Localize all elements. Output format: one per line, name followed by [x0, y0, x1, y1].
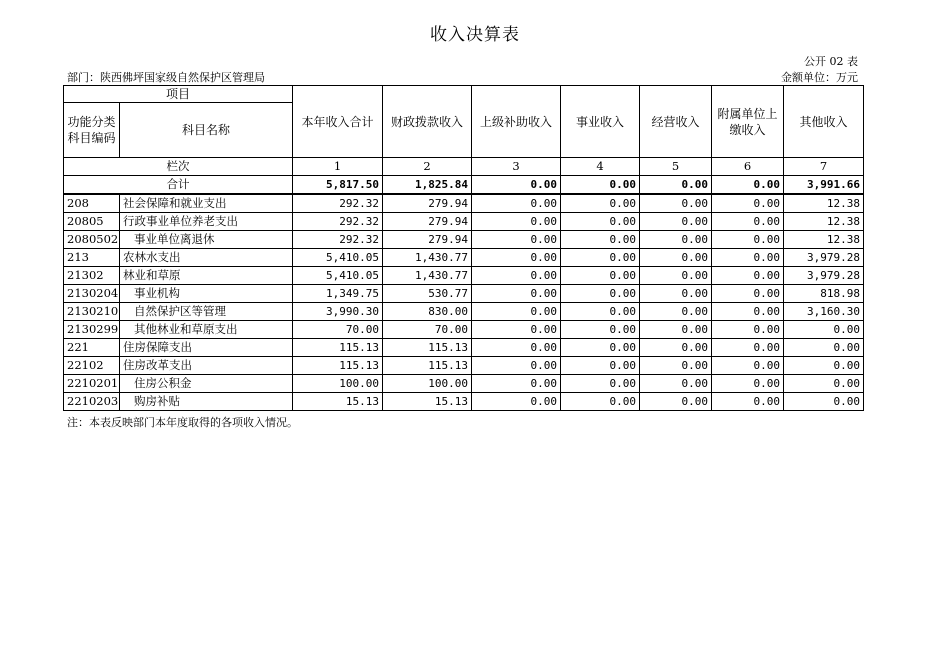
amount-cell: 0.00	[472, 393, 561, 411]
subject-name: 农林水支出	[120, 249, 293, 267]
amount-cell: 0.00	[561, 231, 640, 249]
amount-cell: 0.00	[640, 213, 712, 231]
amount-cell: 115.13	[383, 357, 472, 375]
amount-cell: 0.00	[472, 285, 561, 303]
subject-code: 2210203	[64, 393, 120, 411]
table-row	[64, 339, 864, 357]
project-header: 项目	[64, 86, 293, 103]
col-header-business: 事业收入	[561, 86, 640, 158]
table-row	[64, 267, 864, 285]
amount-cell: 0.00	[561, 267, 640, 285]
amount-cell: 0.00	[640, 231, 712, 249]
amount-cell: 0.00	[712, 303, 784, 321]
amount-cell: 115.13	[383, 339, 472, 357]
department-label: 部门：陕西佛坪国家级自然保护区管理局	[67, 71, 265, 84]
total-value: 5,817.50	[293, 176, 383, 195]
subject-code: 22102	[64, 357, 120, 375]
amount-cell: 1,349.75	[293, 285, 383, 303]
amount-cell: 0.00	[561, 249, 640, 267]
column-index: 1	[293, 158, 383, 176]
amount-unit-label: 金额单位：万元	[781, 71, 858, 84]
total-value: 1,825.84	[383, 176, 472, 195]
amount-cell: 0.00	[640, 303, 712, 321]
amount-cell: 0.00	[640, 357, 712, 375]
table-row	[64, 393, 864, 411]
amount-cell: 0.00	[640, 321, 712, 339]
amount-cell: 1,430.77	[383, 267, 472, 285]
code-header: 功能分类科目编码	[64, 103, 120, 158]
amount-cell: 0.00	[640, 393, 712, 411]
column-index: 7	[784, 158, 864, 176]
amount-cell: 0.00	[712, 194, 784, 213]
subject-code: 21302	[64, 267, 120, 285]
amount-cell: 0.00	[712, 267, 784, 285]
amount-cell: 0.00	[784, 339, 864, 357]
column-index: 4	[561, 158, 640, 176]
amount-cell: 0.00	[640, 249, 712, 267]
amount-cell: 0.00	[472, 303, 561, 321]
col-header-operating: 经营收入	[640, 86, 712, 158]
amount-cell: 0.00	[472, 267, 561, 285]
subject-name: 事业单位离退休	[120, 231, 293, 249]
total-value: 3,991.66	[784, 176, 864, 195]
amount-cell: 530.77	[383, 285, 472, 303]
amount-cell: 0.00	[561, 194, 640, 213]
amount-cell: 292.32	[293, 213, 383, 231]
col-header-other: 其他收入	[784, 86, 864, 158]
amount-cell: 115.13	[293, 339, 383, 357]
total-label: 合计	[64, 176, 293, 195]
subject-code: 20805	[64, 213, 120, 231]
amount-cell: 0.00	[640, 285, 712, 303]
amount-cell: 0.00	[640, 267, 712, 285]
subject-name: 林业和草原	[120, 267, 293, 285]
subject-name: 自然保护区等管理	[120, 303, 293, 321]
subject-name: 购房补贴	[120, 393, 293, 411]
amount-cell: 830.00	[383, 303, 472, 321]
name-header: 科目名称	[120, 103, 293, 158]
amount-cell: 0.00	[561, 213, 640, 231]
amount-cell: 0.00	[712, 339, 784, 357]
amount-cell: 0.00	[561, 339, 640, 357]
subject-code: 213	[64, 249, 120, 267]
amount-cell: 3,160.30	[784, 303, 864, 321]
income-table	[63, 85, 864, 411]
amount-cell: 1,430.77	[383, 249, 472, 267]
total-value: 0.00	[712, 176, 784, 195]
total-value: 0.00	[640, 176, 712, 195]
amount-cell: 0.00	[472, 213, 561, 231]
amount-cell: 279.94	[383, 213, 472, 231]
amount-cell: 279.94	[383, 231, 472, 249]
total-value: 0.00	[561, 176, 640, 195]
amount-cell: 0.00	[472, 339, 561, 357]
amount-cell: 0.00	[712, 393, 784, 411]
amount-cell: 5,410.05	[293, 267, 383, 285]
amount-cell: 3,990.30	[293, 303, 383, 321]
amount-cell: 0.00	[561, 303, 640, 321]
subject-name: 事业机构	[120, 285, 293, 303]
table-row	[64, 285, 864, 303]
table-row	[64, 194, 864, 213]
table-note: 注：本表反映部门本年度取得的各项收入情况。	[67, 416, 298, 429]
table-row	[64, 375, 864, 393]
amount-cell: 15.13	[293, 393, 383, 411]
amount-cell: 0.00	[561, 357, 640, 375]
subject-code: 221	[64, 339, 120, 357]
page-title: 收入决算表	[430, 25, 520, 45]
amount-cell: 0.00	[640, 194, 712, 213]
subject-code: 2080502	[64, 231, 120, 249]
amount-cell: 5,410.05	[293, 249, 383, 267]
amount-cell: 12.38	[784, 194, 864, 213]
subject-code: 2130299	[64, 321, 120, 339]
table-row	[64, 321, 864, 339]
column-index-row	[64, 158, 864, 176]
table-row	[64, 213, 864, 231]
amount-cell: 0.00	[561, 393, 640, 411]
amount-cell: 818.98	[784, 285, 864, 303]
amount-cell: 70.00	[293, 321, 383, 339]
total-value: 0.00	[472, 176, 561, 195]
amount-cell: 0.00	[472, 375, 561, 393]
amount-cell: 0.00	[712, 357, 784, 375]
amount-cell: 0.00	[472, 321, 561, 339]
subject-code: 2130204	[64, 285, 120, 303]
total-row	[64, 176, 864, 195]
col-header-total: 本年收入合计	[293, 86, 383, 158]
col-header-affiliated: 附属单位上缴收入	[712, 86, 784, 158]
amount-cell: 0.00	[784, 357, 864, 375]
amount-cell: 0.00	[640, 339, 712, 357]
subject-code: 2210201	[64, 375, 120, 393]
amount-cell: 0.00	[712, 213, 784, 231]
amount-cell: 0.00	[712, 231, 784, 249]
col-header-fiscal: 财政拨款收入	[383, 86, 472, 158]
amount-cell: 0.00	[784, 375, 864, 393]
subject-name: 行政事业单位养老支出	[120, 213, 293, 231]
amount-cell: 115.13	[293, 357, 383, 375]
amount-cell: 70.00	[383, 321, 472, 339]
amount-cell: 100.00	[383, 375, 472, 393]
amount-cell: 0.00	[561, 375, 640, 393]
amount-cell: 0.00	[640, 375, 712, 393]
subject-name: 住房公积金	[120, 375, 293, 393]
subject-name: 住房改革支出	[120, 357, 293, 375]
amount-cell: 279.94	[383, 194, 472, 213]
amount-cell: 0.00	[712, 285, 784, 303]
table-row	[64, 303, 864, 321]
amount-cell: 0.00	[712, 249, 784, 267]
column-index-label: 栏次	[64, 158, 293, 176]
amount-cell: 0.00	[561, 285, 640, 303]
amount-cell: 0.00	[712, 375, 784, 393]
amount-cell: 0.00	[472, 194, 561, 213]
subject-name: 住房保障支出	[120, 339, 293, 357]
column-index: 6	[712, 158, 784, 176]
subject-name: 其他林业和草原支出	[120, 321, 293, 339]
table-row	[64, 231, 864, 249]
amount-cell: 100.00	[293, 375, 383, 393]
amount-cell: 0.00	[472, 249, 561, 267]
amount-cell: 12.38	[784, 231, 864, 249]
amount-cell: 0.00	[472, 357, 561, 375]
amount-cell: 0.00	[784, 321, 864, 339]
amount-cell: 0.00	[784, 393, 864, 411]
subject-code: 2130210	[64, 303, 120, 321]
amount-cell: 292.32	[293, 194, 383, 213]
subject-name: 社会保障和就业支出	[120, 194, 293, 213]
amount-cell: 0.00	[472, 231, 561, 249]
header-row-project	[64, 86, 864, 103]
amount-cell: 15.13	[383, 393, 472, 411]
table-row	[64, 357, 864, 375]
amount-cell: 0.00	[712, 321, 784, 339]
col-header-superior: 上级补助收入	[472, 86, 561, 158]
amount-cell: 292.32	[293, 231, 383, 249]
amount-cell: 0.00	[561, 321, 640, 339]
column-index: 2	[383, 158, 472, 176]
table-row	[64, 249, 864, 267]
form-number: 公开 02 表	[804, 55, 858, 68]
column-index: 5	[640, 158, 712, 176]
subject-code: 208	[64, 194, 120, 213]
amount-cell: 3,979.28	[784, 267, 864, 285]
amount-cell: 12.38	[784, 213, 864, 231]
column-index: 3	[472, 158, 561, 176]
amount-cell: 3,979.28	[784, 249, 864, 267]
